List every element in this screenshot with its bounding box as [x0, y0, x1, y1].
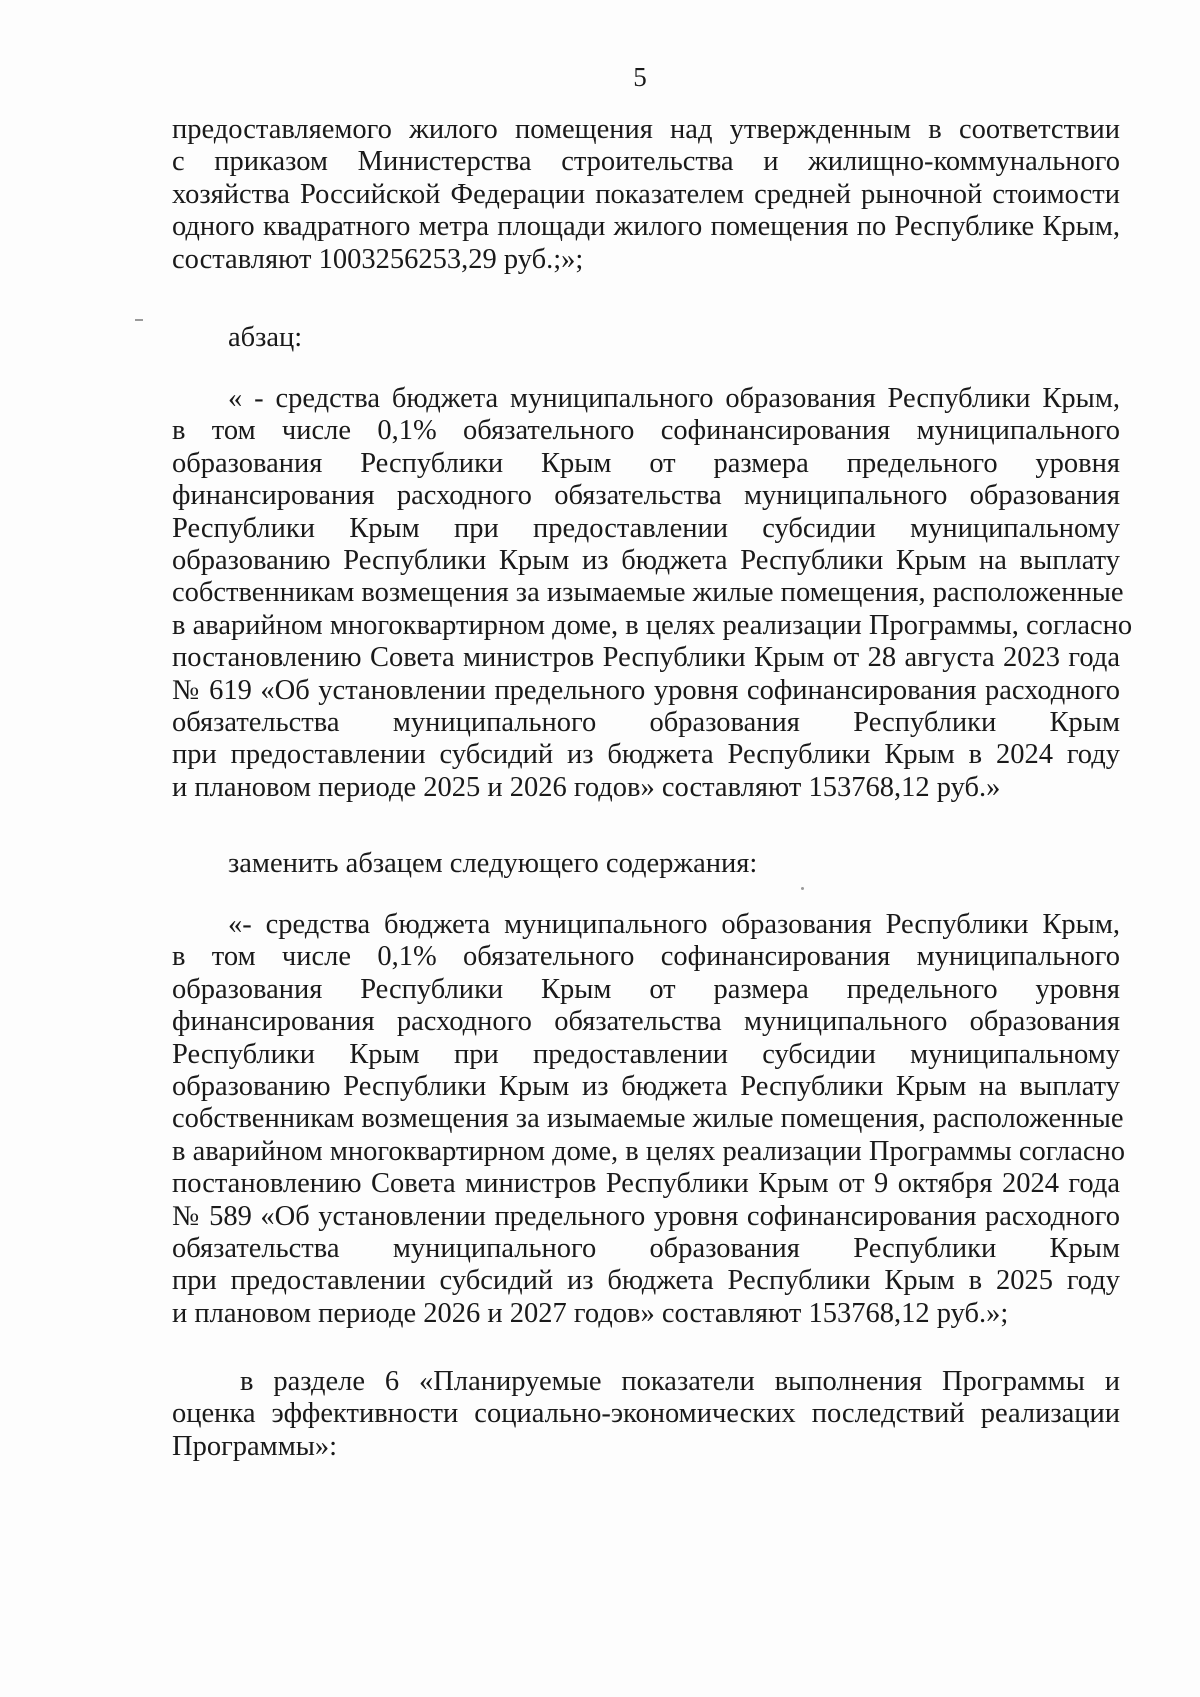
paragraph-line: собственникам возмещения за изымаемые жилые помещения, расположенные [172, 577, 1124, 609]
paragraph-line: в разделе 6 «Планируемые показатели выполнения Программы и [240, 1366, 1120, 1397]
continuation-paragraph [172, 114, 1120, 276]
margin-mark [135, 319, 143, 321]
paragraph-line: при предоставлении субсидий из бюджета Республики Крым в 2024 году [172, 739, 1120, 771]
label-abzac: абзац: [228, 322, 303, 353]
paragraph-line: образования Республики Крым от размера предельного уровня [172, 447, 1120, 479]
paragraph-line: и плановом периоде 2026 и 2027 годов» составляют 153768,12 руб.»; [172, 1297, 1009, 1329]
paragraph-line: составляют 1003256253,29 руб.;»; [172, 243, 584, 275]
paragraph-line: постановлению Совета министров Республики Крым от 28 августа 2023 года [172, 642, 1120, 674]
label-replace: заменить абзацем следующего содержания: [228, 848, 758, 879]
paragraph-line: в аварийном многоквартирном доме, в целях реализации Программы согласно [172, 1135, 1126, 1167]
paragraph-line: одного квадратного метра площади жилого помещения по Республике Крым, [172, 211, 1120, 243]
paragraph-line: Республики Крым при предоставлении субсидии муниципальному [172, 1038, 1120, 1070]
section-paragraph [172, 1366, 1120, 1463]
paragraph-line: постановлению Совета министров Республики Крым от 9 октября 2024 года [172, 1168, 1120, 1200]
paragraph-line: предоставляемого жилого помещения над утвержденным в соответствии [172, 114, 1120, 145]
paragraph-line: № 589 «Об установлении предельного уровня софинансирования расходного [172, 1200, 1120, 1232]
paragraph-line: финансирования расходного обязательства муниципального образования [172, 480, 1120, 512]
page-number: 5 [633, 62, 647, 92]
paragraph-line: при предоставлении субсидий из бюджета Республики Крым в 2025 году [172, 1265, 1120, 1297]
paragraph-line: и плановом периоде 2025 и 2026 годов» составляют 153768,12 руб.» [172, 771, 1001, 803]
paragraph-line: « - средства бюджета муниципального образования Республики Крым, [228, 383, 1120, 414]
old-paragraph [172, 383, 1133, 804]
paragraph-line: образованию Республики Крым из бюджета Республики Крым на выплату [172, 545, 1120, 577]
paragraph-line: хозяйства Российской Федерации показателем средней рыночной стоимости [172, 178, 1120, 210]
paragraph-line: образованию Республики Крым из бюджета Республики Крым на выплату [172, 1071, 1120, 1103]
paragraph-line: в том числе 0,1% обязательного софинансирования муниципального [172, 941, 1120, 973]
paragraph-line: № 619 «Об установлении предельного уровня софинансирования расходного [172, 674, 1120, 706]
paragraph-line: Республики Крым при предоставлении субсидии муниципальному [172, 512, 1120, 544]
paragraph-line: обязательства муниципального образования Республики Крым [172, 1233, 1120, 1265]
new-paragraph [172, 909, 1126, 1330]
paragraph-line: в аварийном многоквартирном доме, в целях реализации Программы, согласно [172, 609, 1133, 641]
paragraph-line: финансирования расходного обязательства муниципального образования [172, 1006, 1120, 1038]
paragraph-line: с приказом Министерства строительства и жилищно-коммунального [172, 146, 1120, 178]
paragraph-line: в том числе 0,1% обязательного софинансирования муниципального [172, 415, 1120, 447]
paragraph-line: образования Республики Крым от размера предельного уровня [172, 973, 1120, 1005]
paragraph-line: обязательства муниципального образования Республики Крым [172, 707, 1120, 739]
paragraph-line: оценка эффективности социально-экономических последствий реализации [172, 1398, 1120, 1430]
paragraph-line: «- средства бюджета муниципального образования Республики Крым, [228, 909, 1120, 940]
paragraph-line: собственникам возмещения за изымаемые жилые помещения, расположенные [172, 1103, 1124, 1135]
paragraph-line: Программы»: [172, 1430, 338, 1462]
scan-speck [801, 887, 804, 890]
